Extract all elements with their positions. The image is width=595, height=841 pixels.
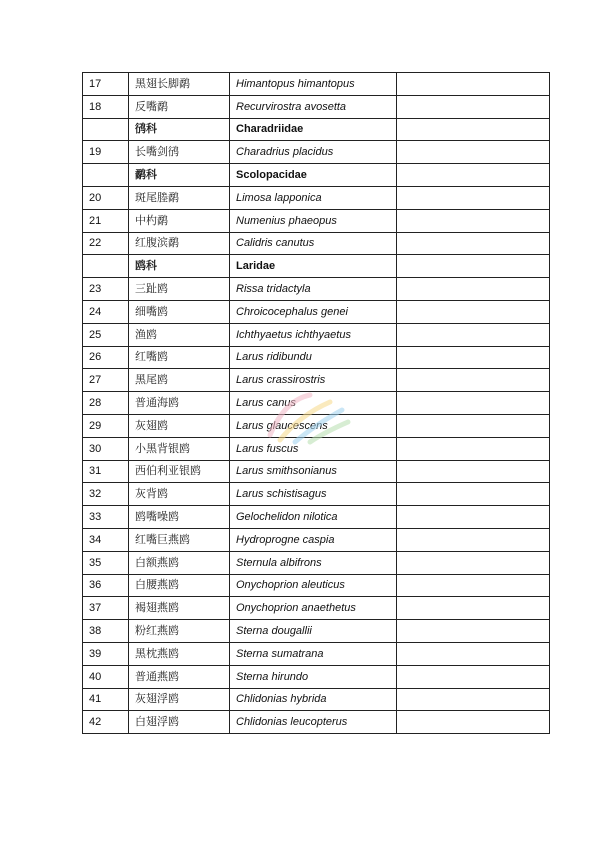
- chinese-name: 红腹滨鹬: [129, 232, 230, 255]
- row-number: 37: [83, 597, 129, 620]
- remarks-cell: [397, 186, 550, 209]
- remarks-cell: [397, 369, 550, 392]
- species-row: [83, 95, 550, 118]
- species-table-body: [83, 73, 550, 734]
- species-row: [83, 278, 550, 301]
- scientific-name: Rissa tridactyla: [230, 278, 397, 301]
- row-number: 39: [83, 642, 129, 665]
- row-number: 40: [83, 665, 129, 688]
- remarks-cell: [397, 118, 550, 141]
- row-number: [83, 255, 129, 278]
- scientific-name: Larus schistisagus: [230, 483, 397, 506]
- remarks-cell: [397, 711, 550, 734]
- row-number: 28: [83, 392, 129, 415]
- chinese-name: 灰翅浮鸥: [129, 688, 230, 711]
- row-number: 42: [83, 711, 129, 734]
- remarks-cell: [397, 483, 550, 506]
- remarks-cell: [397, 574, 550, 597]
- chinese-name: 红嘴巨燕鸥: [129, 528, 230, 551]
- chinese-name: 普通燕鸥: [129, 665, 230, 688]
- chinese-name: 黑枕燕鸥: [129, 642, 230, 665]
- remarks-cell: [397, 164, 550, 187]
- scientific-name: Larus glaucescens: [230, 414, 397, 437]
- species-row: [83, 209, 550, 232]
- remarks-cell: [397, 460, 550, 483]
- scientific-name: Sterna sumatrana: [230, 642, 397, 665]
- species-row: [83, 574, 550, 597]
- chinese-name: 长嘴剑鸻: [129, 141, 230, 164]
- row-number: [83, 164, 129, 187]
- scientific-name: Sterna hirundo: [230, 665, 397, 688]
- scientific-name: Hydroprogne caspia: [230, 528, 397, 551]
- row-number: [83, 118, 129, 141]
- scientific-name: Calidris canutus: [230, 232, 397, 255]
- species-row: [83, 346, 550, 369]
- row-number: 19: [83, 141, 129, 164]
- scientific-name: Recurvirostra avosetta: [230, 95, 397, 118]
- row-number: 18: [83, 95, 129, 118]
- row-number: 17: [83, 73, 129, 96]
- chinese-name: 黑翅长脚鹬: [129, 73, 230, 96]
- row-number: 24: [83, 300, 129, 323]
- remarks-cell: [397, 95, 550, 118]
- species-row: [83, 369, 550, 392]
- chinese-name: 反嘴鹬: [129, 95, 230, 118]
- row-number: 25: [83, 323, 129, 346]
- row-number: 32: [83, 483, 129, 506]
- remarks-cell: [397, 528, 550, 551]
- species-row: [83, 437, 550, 460]
- row-number: 20: [83, 186, 129, 209]
- species-row: [83, 711, 550, 734]
- species-row: [83, 232, 550, 255]
- chinese-name: 黑尾鸥: [129, 369, 230, 392]
- species-row: [83, 73, 550, 96]
- remarks-cell: [397, 232, 550, 255]
- family-chinese-name: 鹬科: [129, 164, 230, 187]
- chinese-name: 白额燕鸥: [129, 551, 230, 574]
- chinese-name: 细嘴鸥: [129, 300, 230, 323]
- scientific-name: Larus canus: [230, 392, 397, 415]
- row-number: 26: [83, 346, 129, 369]
- scientific-name: Chlidonias leucopterus: [230, 711, 397, 734]
- row-number: 29: [83, 414, 129, 437]
- remarks-cell: [397, 73, 550, 96]
- scientific-name: Sternula albifrons: [230, 551, 397, 574]
- scientific-name: Limosa lapponica: [230, 186, 397, 209]
- family-row: [83, 164, 550, 187]
- remarks-cell: [397, 620, 550, 643]
- row-number: 30: [83, 437, 129, 460]
- row-number: 22: [83, 232, 129, 255]
- scientific-name: Larus smithsonianus: [230, 460, 397, 483]
- row-number: 31: [83, 460, 129, 483]
- remarks-cell: [397, 141, 550, 164]
- scientific-name: Chlidonias hybrida: [230, 688, 397, 711]
- chinese-name: 普通海鸥: [129, 392, 230, 415]
- remarks-cell: [397, 346, 550, 369]
- species-row: [83, 688, 550, 711]
- species-row: [83, 528, 550, 551]
- scientific-name: Larus crassirostris: [230, 369, 397, 392]
- remarks-cell: [397, 323, 550, 346]
- chinese-name: 白翅浮鸥: [129, 711, 230, 734]
- species-row: [83, 620, 550, 643]
- family-scientific-name: Charadriidae: [230, 118, 397, 141]
- chinese-name: 白腰燕鸥: [129, 574, 230, 597]
- row-number: 38: [83, 620, 129, 643]
- scientific-name: Larus ridibundu: [230, 346, 397, 369]
- family-scientific-name: Laridae: [230, 255, 397, 278]
- family-row: [83, 255, 550, 278]
- remarks-cell: [397, 642, 550, 665]
- remarks-cell: [397, 665, 550, 688]
- family-chinese-name: 鸥科: [129, 255, 230, 278]
- chinese-name: 灰背鸥: [129, 483, 230, 506]
- scientific-name: Onychoprion aleuticus: [230, 574, 397, 597]
- species-row: [83, 665, 550, 688]
- species-table: [82, 72, 550, 734]
- species-row: [83, 300, 550, 323]
- chinese-name: 斑尾塍鹬: [129, 186, 230, 209]
- species-row: [83, 460, 550, 483]
- row-number: 36: [83, 574, 129, 597]
- row-number: 27: [83, 369, 129, 392]
- chinese-name: 三趾鸥: [129, 278, 230, 301]
- remarks-cell: [397, 597, 550, 620]
- species-row: [83, 506, 550, 529]
- scientific-name: Numenius phaeopus: [230, 209, 397, 232]
- chinese-name: 粉红燕鸥: [129, 620, 230, 643]
- scientific-name: Ichthyaetus ichthyaetus: [230, 323, 397, 346]
- remarks-cell: [397, 255, 550, 278]
- chinese-name: 红嘴鸥: [129, 346, 230, 369]
- species-row: [83, 186, 550, 209]
- chinese-name: 褐翅燕鸥: [129, 597, 230, 620]
- species-row: [83, 597, 550, 620]
- remarks-cell: [397, 209, 550, 232]
- row-number: 33: [83, 506, 129, 529]
- family-scientific-name: Scolopacidae: [230, 164, 397, 187]
- scientific-name: Larus fuscus: [230, 437, 397, 460]
- remarks-cell: [397, 300, 550, 323]
- remarks-cell: [397, 414, 550, 437]
- remarks-cell: [397, 392, 550, 415]
- species-row: [83, 392, 550, 415]
- row-number: 21: [83, 209, 129, 232]
- scientific-name: Himantopus himantopus: [230, 73, 397, 96]
- species-row: [83, 551, 550, 574]
- remarks-cell: [397, 278, 550, 301]
- remarks-cell: [397, 551, 550, 574]
- scientific-name: Onychoprion anaethetus: [230, 597, 397, 620]
- chinese-name: 小黑背银鸥: [129, 437, 230, 460]
- row-number: 35: [83, 551, 129, 574]
- chinese-name: 西伯利亚银鸥: [129, 460, 230, 483]
- remarks-cell: [397, 688, 550, 711]
- scientific-name: Sterna dougallii: [230, 620, 397, 643]
- chinese-name: 中杓鹬: [129, 209, 230, 232]
- row-number: 23: [83, 278, 129, 301]
- species-row: [83, 323, 550, 346]
- species-row: [83, 141, 550, 164]
- scientific-name: Gelochelidon nilotica: [230, 506, 397, 529]
- scientific-name: Chroicocephalus genei: [230, 300, 397, 323]
- species-row: [83, 483, 550, 506]
- scientific-name: Charadrius placidus: [230, 141, 397, 164]
- chinese-name: 鸥嘴噪鸥: [129, 506, 230, 529]
- row-number: 34: [83, 528, 129, 551]
- species-row: [83, 642, 550, 665]
- remarks-cell: [397, 437, 550, 460]
- row-number: 41: [83, 688, 129, 711]
- remarks-cell: [397, 506, 550, 529]
- family-row: [83, 118, 550, 141]
- chinese-name: 渔鸥: [129, 323, 230, 346]
- family-chinese-name: 鸻科: [129, 118, 230, 141]
- species-row: [83, 414, 550, 437]
- chinese-name: 灰翅鸥: [129, 414, 230, 437]
